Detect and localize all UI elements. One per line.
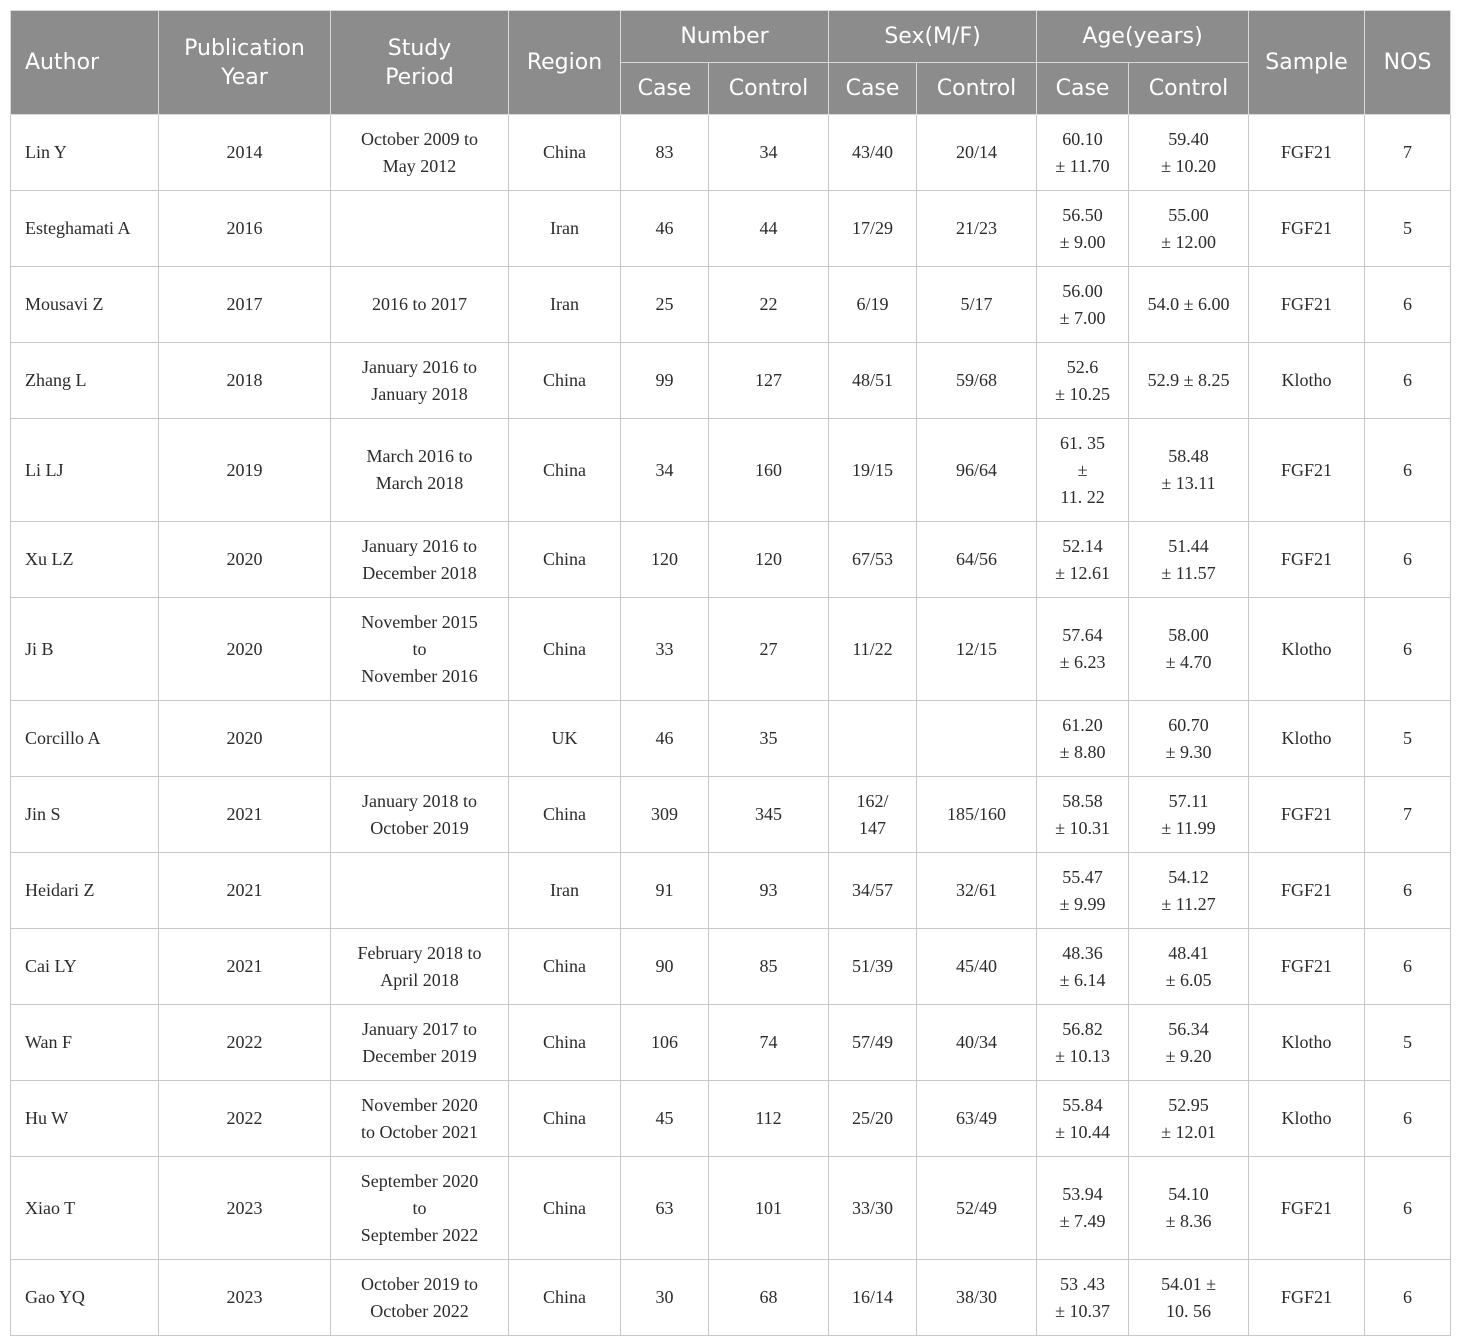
cell-region: China	[509, 1005, 621, 1081]
cell-study-period: November 2020 to October 2021	[331, 1081, 509, 1157]
cell-region: China	[509, 598, 621, 701]
header-age: Age(years)	[1037, 11, 1249, 63]
cell-sex-case: 16/14	[829, 1260, 917, 1336]
cell-age-control: 58.48 ± 13.11	[1129, 419, 1249, 522]
cell-sample: FGF21	[1249, 853, 1365, 929]
cell-sex-case: 67/53	[829, 522, 917, 598]
cell-author: Gao YQ	[11, 1260, 159, 1336]
cell-region: Iran	[509, 267, 621, 343]
cell-year: 2021	[159, 777, 331, 853]
cell-year: 2019	[159, 419, 331, 522]
cell-sex-control: 96/64	[917, 419, 1037, 522]
cell-study-period: January 2016 to December 2018	[331, 522, 509, 598]
cell-sample: FGF21	[1249, 419, 1365, 522]
cell-sex-control: 32/61	[917, 853, 1037, 929]
cell-sex-case: 34/57	[829, 853, 917, 929]
cell-sample: FGF21	[1249, 191, 1365, 267]
cell-number-case: 309	[621, 777, 709, 853]
cell-sex-case: 48/51	[829, 343, 917, 419]
cell-age-case: 58.58 ± 10.31	[1037, 777, 1129, 853]
table-row	[11, 1157, 1451, 1260]
cell-age-case: 56.50 ± 9.00	[1037, 191, 1129, 267]
cell-nos: 7	[1365, 115, 1451, 191]
cell-study-period: September 2020 to September 2022	[331, 1157, 509, 1260]
header-sex: Sex(M/F)	[829, 11, 1037, 63]
header-sex-case: Case	[829, 63, 917, 115]
table-row	[11, 191, 1451, 267]
cell-number-case: 91	[621, 853, 709, 929]
table-row	[11, 701, 1451, 777]
cell-year: 2018	[159, 343, 331, 419]
cell-nos: 6	[1365, 1081, 1451, 1157]
cell-year: 2023	[159, 1157, 331, 1260]
cell-region: China	[509, 1081, 621, 1157]
cell-sex-case: 57/49	[829, 1005, 917, 1081]
cell-sample: FGF21	[1249, 929, 1365, 1005]
cell-sample: FGF21	[1249, 1260, 1365, 1336]
header-number: Number	[621, 11, 829, 63]
cell-sex-case: 162/ 147	[829, 777, 917, 853]
cell-sample: Klotho	[1249, 1005, 1365, 1081]
cell-nos: 5	[1365, 701, 1451, 777]
cell-sex-case: 19/15	[829, 419, 917, 522]
cell-age-control: 54.12 ± 11.27	[1129, 853, 1249, 929]
cell-study-period: February 2018 to April 2018	[331, 929, 509, 1005]
cell-author: Corcillo A	[11, 701, 159, 777]
cell-year: 2021	[159, 853, 331, 929]
cell-sex-case: 25/20	[829, 1081, 917, 1157]
study-characteristics-table	[10, 10, 1451, 1336]
study-table-container	[10, 10, 1451, 1336]
cell-age-control: 54.01 ± 10. 56	[1129, 1260, 1249, 1336]
cell-study-period: January 2016 to January 2018	[331, 343, 509, 419]
header-study-period: Study Period	[331, 11, 509, 115]
cell-sex-control: 12/15	[917, 598, 1037, 701]
table-body	[11, 115, 1451, 1336]
cell-number-case: 46	[621, 701, 709, 777]
cell-region: China	[509, 777, 621, 853]
cell-sex-case: 43/40	[829, 115, 917, 191]
cell-age-case: 56.00 ± 7.00	[1037, 267, 1129, 343]
cell-year: 2022	[159, 1081, 331, 1157]
cell-region: China	[509, 343, 621, 419]
table-row	[11, 1081, 1451, 1157]
cell-year: 2014	[159, 115, 331, 191]
cell-study-period	[331, 191, 509, 267]
table-row	[11, 267, 1451, 343]
cell-age-case: 61. 35 ± 11. 22	[1037, 419, 1129, 522]
cell-number-case: 83	[621, 115, 709, 191]
cell-number-control: 44	[709, 191, 829, 267]
header-number-case: Case	[621, 63, 709, 115]
cell-sex-case	[829, 701, 917, 777]
cell-sex-case: 33/30	[829, 1157, 917, 1260]
header-nos: NOS	[1365, 11, 1451, 115]
cell-study-period: October 2009 to May 2012	[331, 115, 509, 191]
cell-sex-control: 21/23	[917, 191, 1037, 267]
cell-number-control: 93	[709, 853, 829, 929]
cell-study-period	[331, 853, 509, 929]
header-sex-control: Control	[917, 63, 1037, 115]
cell-age-control: 54.10 ± 8.36	[1129, 1157, 1249, 1260]
cell-sample: Klotho	[1249, 598, 1365, 701]
cell-year: 2016	[159, 191, 331, 267]
cell-nos: 5	[1365, 1005, 1451, 1081]
cell-number-control: 22	[709, 267, 829, 343]
cell-year: 2017	[159, 267, 331, 343]
cell-study-period	[331, 701, 509, 777]
table-row	[11, 343, 1451, 419]
cell-age-control: 56.34 ± 9.20	[1129, 1005, 1249, 1081]
cell-author: Xiao T	[11, 1157, 159, 1260]
cell-age-control: 55.00 ± 12.00	[1129, 191, 1249, 267]
cell-author: Ji B	[11, 598, 159, 701]
cell-author: Mousavi Z	[11, 267, 159, 343]
cell-author: Wan F	[11, 1005, 159, 1081]
cell-author: Lin Y	[11, 115, 159, 191]
table-row	[11, 419, 1451, 522]
cell-sex-case: 11/22	[829, 598, 917, 701]
cell-nos: 6	[1365, 1157, 1451, 1260]
cell-number-case: 45	[621, 1081, 709, 1157]
cell-sex-control: 59/68	[917, 343, 1037, 419]
cell-region: Iran	[509, 191, 621, 267]
cell-year: 2020	[159, 522, 331, 598]
cell-author: Hu W	[11, 1081, 159, 1157]
cell-nos: 6	[1365, 419, 1451, 522]
cell-sample: Klotho	[1249, 701, 1365, 777]
cell-sex-control: 52/49	[917, 1157, 1037, 1260]
cell-age-case: 52.14 ± 12.61	[1037, 522, 1129, 598]
cell-age-case: 60.10 ± 11.70	[1037, 115, 1129, 191]
cell-number-case: 30	[621, 1260, 709, 1336]
cell-number-case: 63	[621, 1157, 709, 1260]
cell-age-control: 48.41 ± 6.05	[1129, 929, 1249, 1005]
cell-number-case: 34	[621, 419, 709, 522]
cell-number-case: 120	[621, 522, 709, 598]
cell-number-control: 101	[709, 1157, 829, 1260]
cell-sex-control: 5/17	[917, 267, 1037, 343]
header-region: Region	[509, 11, 621, 115]
cell-sex-control: 185/160	[917, 777, 1037, 853]
cell-number-case: 33	[621, 598, 709, 701]
cell-region: China	[509, 522, 621, 598]
cell-study-period: November 2015 to November 2016	[331, 598, 509, 701]
cell-author: Heidari Z	[11, 853, 159, 929]
cell-region: China	[509, 419, 621, 522]
cell-year: 2021	[159, 929, 331, 1005]
cell-sex-control: 45/40	[917, 929, 1037, 1005]
cell-number-control: 85	[709, 929, 829, 1005]
table-row	[11, 1260, 1451, 1336]
cell-number-control: 34	[709, 115, 829, 191]
cell-region: Iran	[509, 853, 621, 929]
cell-sample: Klotho	[1249, 343, 1365, 419]
cell-sex-case: 51/39	[829, 929, 917, 1005]
cell-year: 2020	[159, 598, 331, 701]
cell-study-period: January 2017 to December 2019	[331, 1005, 509, 1081]
cell-age-case: 52.6 ± 10.25	[1037, 343, 1129, 419]
cell-number-control: 160	[709, 419, 829, 522]
header-age-case: Case	[1037, 63, 1129, 115]
cell-study-period: 2016 to 2017	[331, 267, 509, 343]
cell-year: 2022	[159, 1005, 331, 1081]
cell-study-period: March 2016 to March 2018	[331, 419, 509, 522]
cell-age-control: 57.11 ± 11.99	[1129, 777, 1249, 853]
cell-region: China	[509, 929, 621, 1005]
cell-sample: Klotho	[1249, 1081, 1365, 1157]
table-row	[11, 929, 1451, 1005]
table-row	[11, 1005, 1451, 1081]
cell-number-control: 120	[709, 522, 829, 598]
cell-number-case: 106	[621, 1005, 709, 1081]
cell-region: China	[509, 115, 621, 191]
cell-nos: 6	[1365, 598, 1451, 701]
cell-number-control: 112	[709, 1081, 829, 1157]
table-row	[11, 853, 1451, 929]
cell-age-control: 58.00 ± 4.70	[1129, 598, 1249, 701]
cell-age-control: 52.9 ± 8.25	[1129, 343, 1249, 419]
cell-sample: FGF21	[1249, 267, 1365, 343]
cell-sample: FGF21	[1249, 115, 1365, 191]
cell-number-case: 25	[621, 267, 709, 343]
cell-number-case: 46	[621, 191, 709, 267]
cell-author: Zhang L	[11, 343, 159, 419]
cell-age-control: 59.40 ± 10.20	[1129, 115, 1249, 191]
cell-author: Li LJ	[11, 419, 159, 522]
cell-number-case: 99	[621, 343, 709, 419]
cell-nos: 6	[1365, 267, 1451, 343]
cell-nos: 6	[1365, 853, 1451, 929]
cell-nos: 6	[1365, 1260, 1451, 1336]
cell-age-case: 57.64 ± 6.23	[1037, 598, 1129, 701]
cell-sample: FGF21	[1249, 522, 1365, 598]
cell-author: Xu LZ	[11, 522, 159, 598]
cell-region: UK	[509, 701, 621, 777]
cell-sex-control: 20/14	[917, 115, 1037, 191]
cell-nos: 7	[1365, 777, 1451, 853]
header-sample: Sample	[1249, 11, 1365, 115]
cell-age-control: 51.44 ± 11.57	[1129, 522, 1249, 598]
cell-author: Esteghamati A	[11, 191, 159, 267]
cell-number-control: 35	[709, 701, 829, 777]
table-row	[11, 115, 1451, 191]
header-publication-year: Publication Year	[159, 11, 331, 115]
cell-number-case: 90	[621, 929, 709, 1005]
cell-number-control: 68	[709, 1260, 829, 1336]
table-row	[11, 598, 1451, 701]
cell-age-case: 53.94 ± 7.49	[1037, 1157, 1129, 1260]
cell-study-period: January 2018 to October 2019	[331, 777, 509, 853]
cell-number-control: 345	[709, 777, 829, 853]
table-header	[11, 11, 1451, 115]
cell-age-case: 53 .43 ± 10.37	[1037, 1260, 1129, 1336]
cell-age-case: 56.82 ± 10.13	[1037, 1005, 1129, 1081]
cell-author: Cai LY	[11, 929, 159, 1005]
cell-sex-control	[917, 701, 1037, 777]
table-row	[11, 522, 1451, 598]
cell-nos: 6	[1365, 343, 1451, 419]
cell-sample: FGF21	[1249, 777, 1365, 853]
header-number-control: Control	[709, 63, 829, 115]
cell-region: China	[509, 1157, 621, 1260]
cell-sex-control: 63/49	[917, 1081, 1037, 1157]
cell-age-case: 48.36 ± 6.14	[1037, 929, 1129, 1005]
cell-number-control: 74	[709, 1005, 829, 1081]
cell-sample: FGF21	[1249, 1157, 1365, 1260]
cell-age-case: 55.84 ± 10.44	[1037, 1081, 1129, 1157]
cell-region: China	[509, 1260, 621, 1336]
cell-sex-case: 17/29	[829, 191, 917, 267]
cell-study-period: October 2019 to October 2022	[331, 1260, 509, 1336]
header-age-control: Control	[1129, 63, 1249, 115]
cell-number-control: 127	[709, 343, 829, 419]
cell-sex-case: 6/19	[829, 267, 917, 343]
cell-author: Jin S	[11, 777, 159, 853]
cell-age-case: 55.47 ± 9.99	[1037, 853, 1129, 929]
cell-nos: 6	[1365, 522, 1451, 598]
cell-sex-control: 38/30	[917, 1260, 1037, 1336]
cell-year: 2023	[159, 1260, 331, 1336]
cell-age-control: 54.0 ± 6.00	[1129, 267, 1249, 343]
cell-year: 2020	[159, 701, 331, 777]
cell-nos: 5	[1365, 191, 1451, 267]
cell-sex-control: 40/34	[917, 1005, 1037, 1081]
cell-age-case: 61.20 ± 8.80	[1037, 701, 1129, 777]
table-row	[11, 777, 1451, 853]
cell-sex-control: 64/56	[917, 522, 1037, 598]
cell-age-control: 52.95 ± 12.01	[1129, 1081, 1249, 1157]
cell-number-control: 27	[709, 598, 829, 701]
header-author: Author	[11, 11, 159, 115]
cell-age-control: 60.70 ± 9.30	[1129, 701, 1249, 777]
cell-nos: 6	[1365, 929, 1451, 1005]
